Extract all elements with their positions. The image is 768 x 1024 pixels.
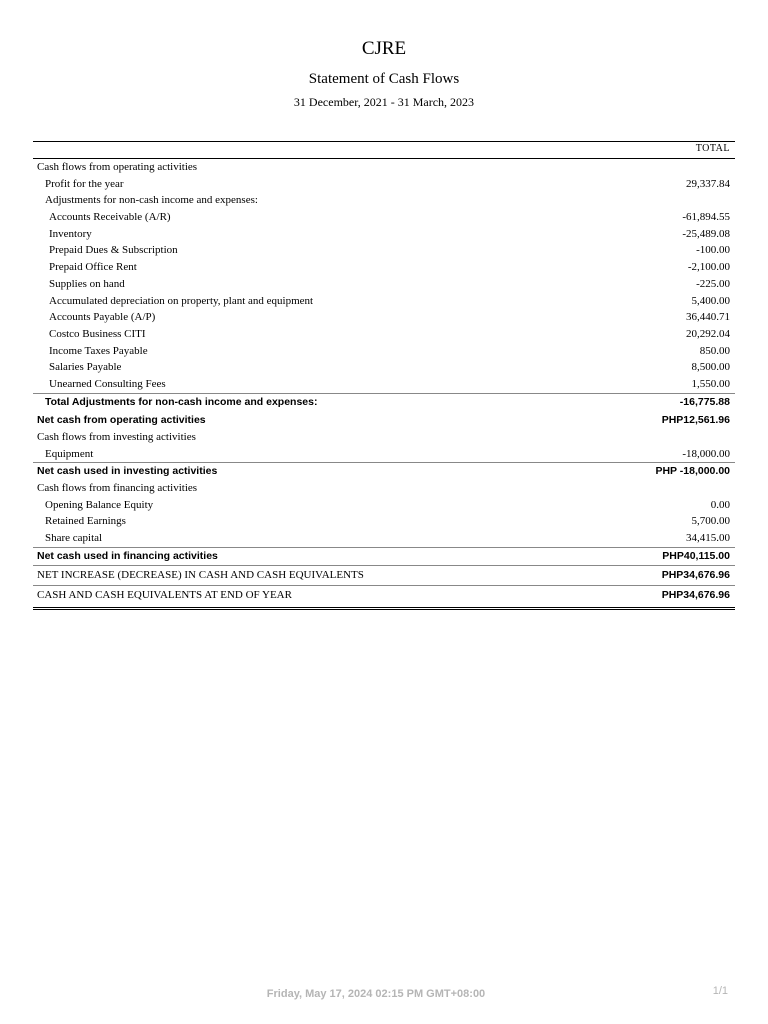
row-label: NET INCREASE (DECREASE) IN CASH AND CASH EQUIVALENTS: [37, 568, 364, 581]
table-row: [33, 376, 735, 393]
table-row: [33, 309, 735, 326]
row-value: PHP12,561.96: [661, 414, 730, 427]
table-row: [33, 259, 735, 276]
row-label: CASH AND CASH EQUIVALENTS AT END OF YEAR: [37, 588, 292, 601]
row-value: 850.00: [699, 344, 730, 357]
page-number: 1/1: [712, 985, 728, 997]
row-value: -25,489.08: [682, 227, 730, 240]
row-value: 8,500.00: [691, 361, 730, 374]
row-value: -16,775.88: [679, 395, 730, 408]
table-row: [33, 565, 735, 585]
row-value: 34,415.00: [686, 532, 730, 545]
table-row: [33, 497, 735, 514]
row-value: PHP34,676.96: [661, 568, 730, 581]
row-value: 5,400.00: [691, 294, 730, 307]
row-value: 0.00: [710, 498, 730, 511]
row-label: Accounts Payable (A/P): [49, 311, 156, 324]
table-row: [33, 530, 735, 547]
row-label: Income Taxes Payable: [49, 344, 148, 357]
row-label: Prepaid Office Rent: [49, 261, 137, 274]
table-row: [33, 276, 735, 293]
row-value: 20,292.04: [686, 327, 730, 340]
row-label: Equipment: [45, 447, 94, 460]
row-value: PHP34,676.96: [661, 588, 730, 601]
row-label: Adjustments for non-cash income and expenses:: [45, 194, 258, 207]
table-row: [33, 393, 735, 411]
row-value: -2,100.00: [687, 261, 730, 274]
row-label: Cash flows from financing activities: [37, 482, 198, 495]
row-label: Costco Business CITI: [49, 327, 146, 340]
row-label: Retained Earnings: [45, 515, 126, 528]
column-header-total: TOTAL: [695, 143, 730, 154]
table-row: [33, 159, 735, 176]
row-label: Cash flows from operating activities: [37, 161, 198, 173]
table-row: [33, 242, 735, 259]
double-underline: [33, 607, 735, 610]
table-body: [33, 159, 735, 605]
table-row: [33, 192, 735, 209]
row-value: PHP -18,000.00: [655, 465, 730, 478]
row-value: 1,550.00: [691, 377, 730, 390]
row-label: Net cash used in investing activities: [37, 465, 218, 478]
row-value: PHP40,115.00: [662, 549, 730, 562]
table-row: [33, 462, 735, 480]
table-row: [33, 176, 735, 193]
table-row: [33, 209, 735, 226]
row-label: Accounts Receivable (A/R): [49, 211, 171, 224]
row-value: -225.00: [696, 277, 730, 290]
table-header: [33, 141, 735, 159]
row-value: 29,337.84: [686, 177, 730, 190]
table-row: [33, 585, 735, 605]
row-value: 36,440.71: [686, 311, 730, 324]
table-row: [33, 359, 735, 376]
row-label: Salaries Payable: [49, 361, 122, 374]
table-row: [33, 343, 735, 360]
row-label: Profit for the year: [45, 177, 124, 190]
table-row: [33, 293, 735, 310]
row-value: -61,894.55: [682, 211, 730, 224]
table-row: [33, 429, 735, 446]
row-label: Total Adjustments for non-cash income and expenses:: [45, 395, 318, 408]
table-row: [33, 412, 735, 429]
row-label: Inventory: [49, 227, 92, 240]
row-label: Prepaid Dues & Subscription: [49, 244, 178, 257]
report-title: Statement of Cash Flows: [308, 71, 460, 87]
row-label: Supplies on hand: [49, 277, 125, 290]
row-value: 5,700.00: [691, 515, 730, 528]
table-row: [33, 326, 735, 343]
row-label: Unearned Consulting Fees: [49, 377, 166, 390]
table-row: [33, 446, 735, 463]
row-label: Cash flows from investing activities: [37, 431, 196, 443]
row-value: -18,000.00: [682, 447, 730, 460]
company-name: CJRE: [361, 38, 407, 59]
table-row: [33, 547, 735, 565]
row-label: Net cash from operating activities: [37, 414, 206, 427]
row-label: Net cash used in financing activities: [37, 549, 218, 562]
report-period: 31 December, 2021 - 31 March, 2023: [293, 95, 475, 109]
table-row: [33, 480, 735, 497]
row-value: -100.00: [696, 244, 730, 257]
row-label: Opening Balance Equity: [45, 498, 154, 511]
print-timestamp: Friday, May 17, 2024 02:15 PM GMT+08:00: [266, 988, 486, 1000]
row-label: Accumulated depreciation on property, plant and equipment: [49, 294, 314, 307]
row-label: Share capital: [45, 532, 103, 545]
table-row: [33, 226, 735, 243]
cash-flow-table: [33, 141, 735, 610]
table-row: [33, 513, 735, 530]
